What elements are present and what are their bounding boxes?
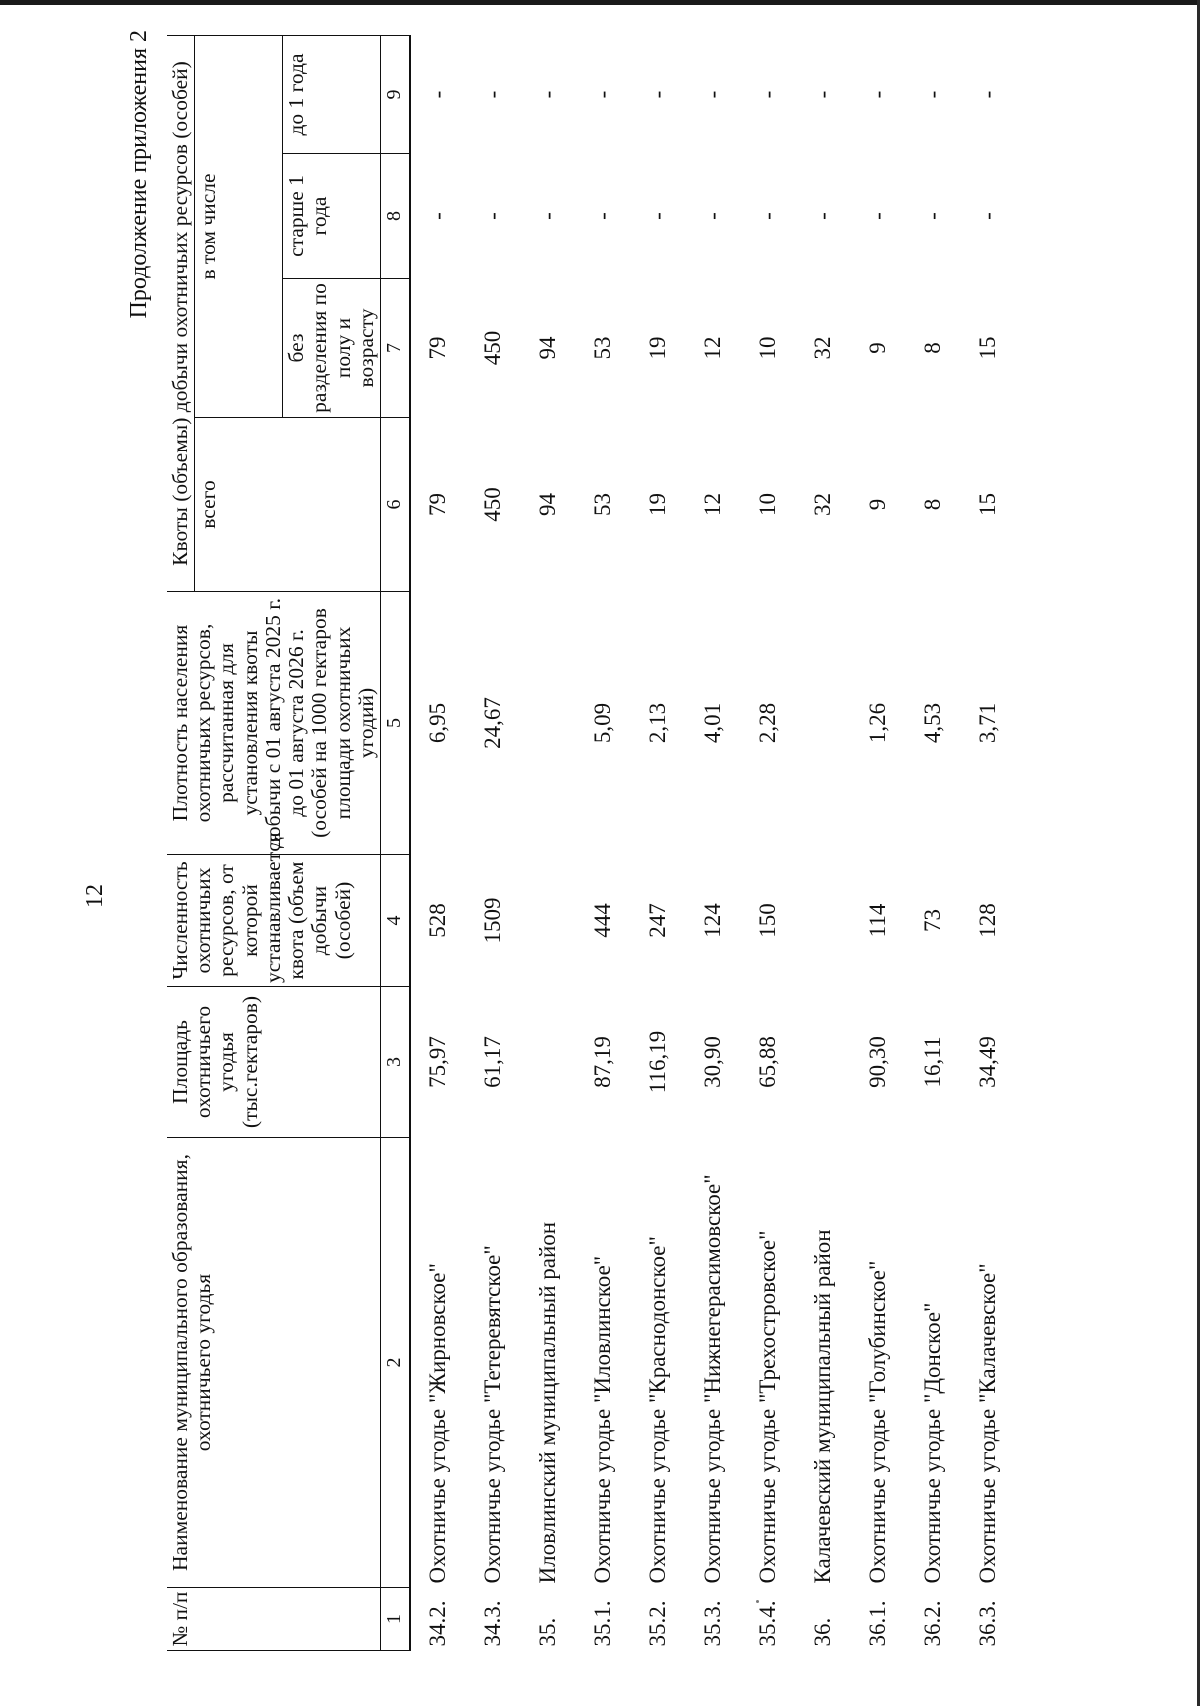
row-count: 1509: [480, 897, 506, 944]
row-older: -: [535, 212, 561, 220]
row-density: 4,01: [700, 702, 726, 744]
row-younger: -: [645, 90, 671, 99]
row-younger: -: [425, 90, 451, 99]
row-area: 65,88: [755, 1036, 781, 1088]
row-name: Охотничье угодье "Голубинское": [865, 1260, 891, 1584]
row-number: 35.2.: [645, 1600, 671, 1647]
row-nosex: 79: [425, 336, 451, 360]
row-name: Калачевский муниципальный район: [810, 1229, 836, 1584]
row-count: 114: [865, 903, 891, 938]
row-density: 1,26: [865, 702, 891, 744]
row-younger: -: [700, 90, 726, 99]
table-row: [961, 35, 1016, 1650]
row-area: 30,90: [700, 1036, 726, 1088]
continuation-heading: Продолжение приложения 2: [126, 30, 152, 319]
header-num: № п/п: [167, 1588, 380, 1651]
row-density: 4,53: [920, 702, 946, 744]
row-name: Охотничье угодье "Нижнегерасимовское": [700, 1174, 726, 1584]
row-number: 35.1.: [590, 1600, 616, 1647]
row-younger: -: [755, 90, 781, 99]
column-number: 1: [380, 1588, 410, 1651]
row-count: 150: [755, 903, 781, 938]
row-older: -: [480, 212, 506, 220]
row-density: [521, 592, 576, 855]
row-nosex: 53: [590, 336, 616, 360]
row-name: Охотничье угодье "Тетеревятское": [480, 1245, 506, 1584]
row-name: Охотничье угодье "Калачевское": [975, 1263, 1001, 1584]
row-density: 5,09: [590, 702, 616, 744]
row-density: 6,95: [425, 702, 451, 744]
row-total: 19: [645, 493, 671, 516]
row-younger: -: [480, 90, 506, 99]
row-nosex: 9: [865, 342, 891, 354]
row-name: Охотничье угодье "Трехостровское": [755, 1230, 781, 1584]
header-total: всего: [195, 418, 381, 592]
header-count: Численность охотничьих ресурсов, от которой устанавливается квота (объем добычи (особей): [167, 855, 380, 987]
row-density: 2,28: [755, 702, 781, 744]
row-number: 36.3.: [975, 1600, 1001, 1647]
row-older: -: [755, 212, 781, 220]
row-younger: -: [590, 90, 616, 99]
header-younger: до 1 года: [283, 35, 381, 153]
row-count: 73: [920, 909, 946, 932]
row-area: [796, 987, 851, 1138]
table-row: [906, 35, 961, 1650]
row-density: 3,71: [975, 702, 1001, 744]
row-name: Охотничье угодье "Жирновское": [425, 1263, 451, 1584]
row-total: 10: [755, 493, 781, 516]
row-number: 35.4.: [755, 1600, 781, 1647]
table-body: [410, 35, 1016, 1650]
table-row: [410, 35, 466, 1650]
table-row: [466, 35, 521, 1650]
row-density: 2,13: [645, 702, 671, 744]
table-row: [521, 35, 576, 1650]
row-area: 75,97: [425, 1036, 451, 1088]
row-nosex: 12: [700, 336, 726, 360]
row-total: 15: [975, 493, 1001, 516]
row-area: 116,19: [645, 1030, 671, 1094]
column-number: 2: [380, 1138, 410, 1588]
header-name: Наименование муниципального образования, охотничьего угодья: [167, 1138, 380, 1588]
row-total: 79: [425, 493, 451, 516]
row-count: [796, 855, 851, 987]
row-count: 128: [975, 903, 1001, 938]
row-older: -: [645, 212, 671, 220]
header-quota: Квоты (объемы) добычи охотничьих ресурсов (особей): [167, 35, 195, 591]
page-number: 12: [82, 884, 108, 908]
column-number: 4: [380, 855, 410, 987]
row-number: 34.3.: [480, 1600, 506, 1647]
row-older: -: [590, 212, 616, 220]
row-area: 61,17: [480, 1036, 506, 1088]
row-older: -: [700, 212, 726, 220]
column-number: 7: [380, 279, 410, 418]
row-number: 34.2.: [425, 1600, 451, 1647]
column-number: 3: [380, 987, 410, 1138]
row-nosex: 8: [920, 342, 946, 354]
row-number: 36.2.: [920, 1600, 946, 1647]
row-total: 9: [865, 498, 891, 511]
header-incl: в том числе: [195, 35, 283, 417]
table-row: [851, 35, 906, 1650]
row-total: 53: [590, 493, 616, 516]
row-density: 24,67: [480, 697, 506, 749]
row-older: -: [975, 212, 1001, 220]
row-nosex: 10: [755, 336, 781, 360]
row-younger: -: [920, 90, 946, 99]
header-nosex: без разделения по полу и возрасту: [283, 279, 381, 418]
row-density: [796, 592, 851, 855]
header-area: Площадь охотничьего угодья (тыс.гектаров): [167, 987, 380, 1138]
row-count: [521, 855, 576, 987]
column-number: 8: [380, 154, 410, 279]
row-total: 12: [700, 493, 726, 516]
table-row: [796, 35, 851, 1650]
header-density: Плотность населения охотничьих ресурсов, рассчитанная для установления квоты добычи с 01 августа 2025 г. до 01 августа 2026 г. (особей на 1000 гектаров площади охотничьих угодий): [167, 592, 380, 855]
quota-table: [167, 35, 1016, 1651]
row-younger: -: [535, 90, 561, 99]
row-count: 124: [700, 903, 726, 938]
row-nosex: 19: [645, 336, 671, 360]
header-older: старше 1 года: [283, 154, 381, 279]
row-nosex: 32: [810, 336, 836, 360]
row-area: 90,30: [865, 1036, 891, 1088]
row-count: 528: [425, 903, 451, 938]
row-count: 247: [645, 903, 671, 938]
row-area: 34,49: [975, 1036, 1001, 1088]
row-number: 36.1.: [865, 1600, 891, 1647]
row-nosex: 94: [535, 336, 561, 360]
row-total: 94: [535, 493, 561, 516]
column-number: 6: [380, 418, 410, 592]
column-number-row: [380, 35, 410, 1650]
row-area: 87,19: [590, 1036, 616, 1088]
row-area: 16,11: [920, 1036, 946, 1088]
row-younger: -: [865, 90, 891, 99]
table-row: [631, 35, 686, 1650]
row-older: -: [810, 212, 836, 220]
row-older: -: [920, 212, 946, 220]
row-nosex: 15: [975, 336, 1001, 360]
row-name: Охотничье угодье "Краснодонское": [645, 1236, 671, 1584]
row-younger: -: [975, 90, 1001, 99]
table-row: [741, 35, 796, 1650]
table-row: [686, 35, 741, 1650]
row-total: 450: [480, 487, 506, 522]
row-count: 444: [590, 903, 616, 938]
table-row: [576, 35, 631, 1650]
row-younger: -: [810, 90, 836, 99]
row-number: 35.: [535, 1617, 561, 1647]
row-area: [521, 987, 576, 1138]
table-header: [167, 35, 410, 1650]
row-total: 32: [810, 493, 836, 516]
row-older: -: [865, 212, 891, 220]
row-number: 36.: [810, 1617, 836, 1647]
column-number: 9: [380, 35, 410, 153]
row-nosex: 450: [480, 330, 506, 366]
row-number: 35.3.: [700, 1600, 726, 1647]
row-total: 8: [920, 498, 946, 511]
row-name: Охотничье угодье "Иловлинское": [590, 1255, 616, 1584]
row-older: -: [425, 212, 451, 220]
column-number: 5: [380, 592, 410, 855]
row-name: Иловлинский муниципальный район: [535, 1221, 561, 1584]
row-name: Охотничье угодье "Донское": [920, 1302, 946, 1584]
